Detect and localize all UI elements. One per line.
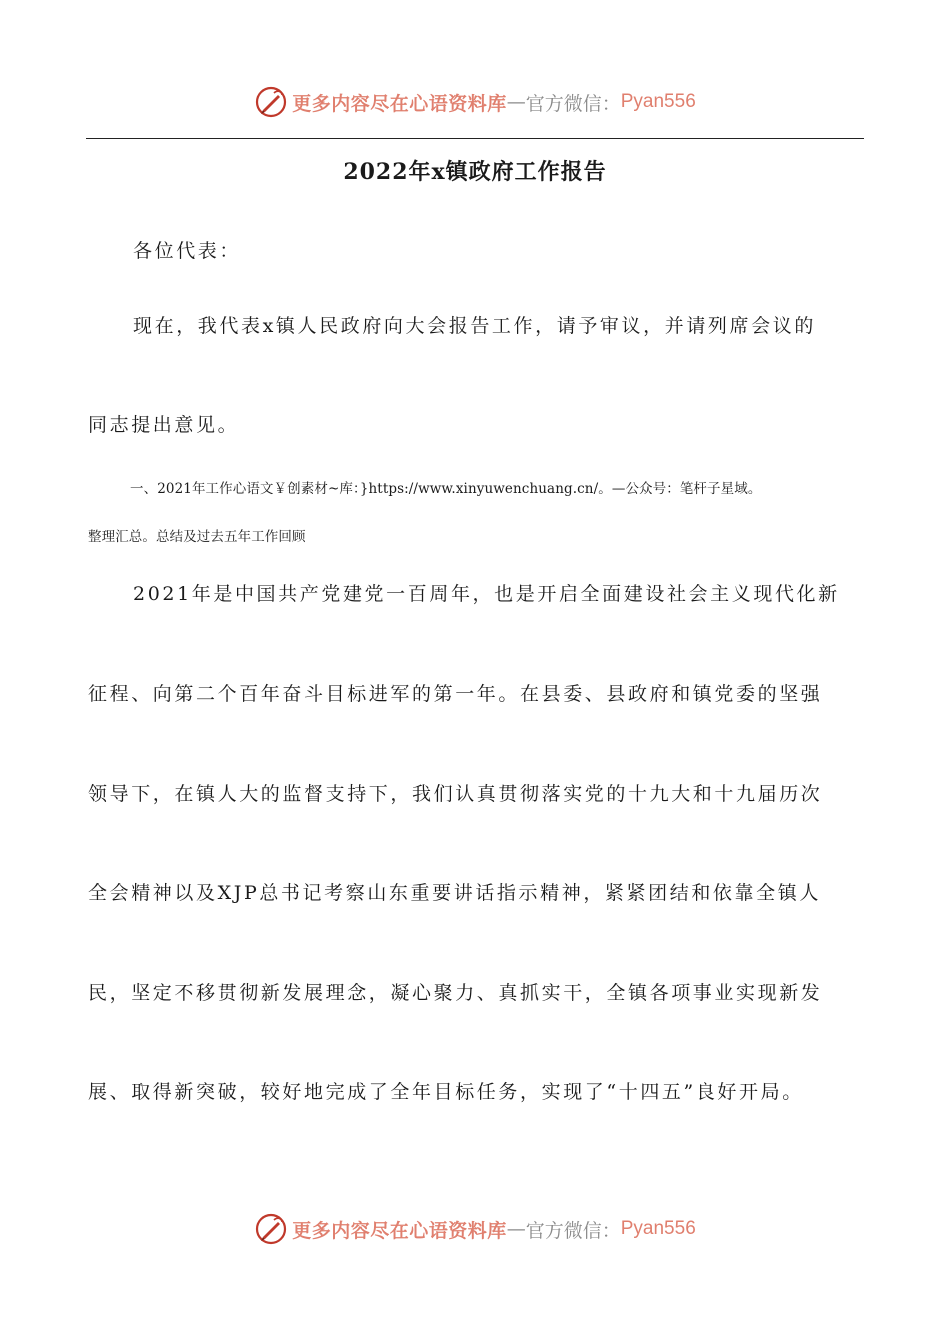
section-heading-line-2: 整理汇总。总结及过去五年工作回顾 (88, 529, 306, 545)
banner-promo-text: 更多内容尽在心语资料库 (292, 92, 507, 115)
body-line-4: 全会精神以及XJP总书记考察山东重要讲话指示精神，紧紧团结和依靠全镇人 (88, 882, 821, 904)
banner-dash: — (506, 91, 526, 113)
intro-line-2: 同志提出意见。 (88, 414, 240, 436)
pen-logo-icon (254, 1212, 288, 1246)
pen-logo-icon (254, 85, 288, 119)
body-line-5: 民，坚定不移贯彻新发展理念，凝心聚力、真抓实干，全镇各项事业实现新发 (88, 982, 823, 1004)
banner-wechat-id: Pyan556 (620, 91, 696, 112)
banner-wechat-id: Pyan556 (620, 1218, 696, 1239)
document-title: 2022年x镇政府工作报告 (343, 159, 607, 185)
banner-dash: — (506, 1218, 526, 1240)
banner-promo-text: 更多内容尽在心语资料库 (292, 1219, 507, 1242)
body-line-6: 展、取得新突破，较好地完成了全年目标任务，实现了“十四五”良好开局。 (88, 1081, 804, 1103)
body-line-3: 领导下，在镇人大的监督支持下，我们认真贯彻落实党的十九大和十九届历次 (88, 783, 823, 805)
header-divider (86, 138, 864, 139)
banner-label: 官方微信： (525, 92, 621, 115)
intro-line-1: 现在，我代表x镇人民政府向大会报告工作，请予审议，并请列席会议的 (133, 315, 816, 337)
body-line-2: 征程、向第二个百年奋斗目标进军的第一年。在县委、县政府和镇党委的坚强 (88, 683, 823, 705)
footer-banner (0, 1207, 950, 1251)
section-heading-line-1: 一、2021年工作心语文￥创素材~库：}https://www.xinyuwenchuang.cn/。—公众号：笔杆子星域。 (130, 481, 762, 497)
body-line-1: 2021年是中国共产党建党一百周年，也是开启全面建设社会主义现代化新 (133, 583, 840, 605)
salutation: 各位代表： (133, 240, 242, 262)
header-banner (0, 80, 950, 124)
banner-label: 官方微信： (525, 1219, 621, 1242)
